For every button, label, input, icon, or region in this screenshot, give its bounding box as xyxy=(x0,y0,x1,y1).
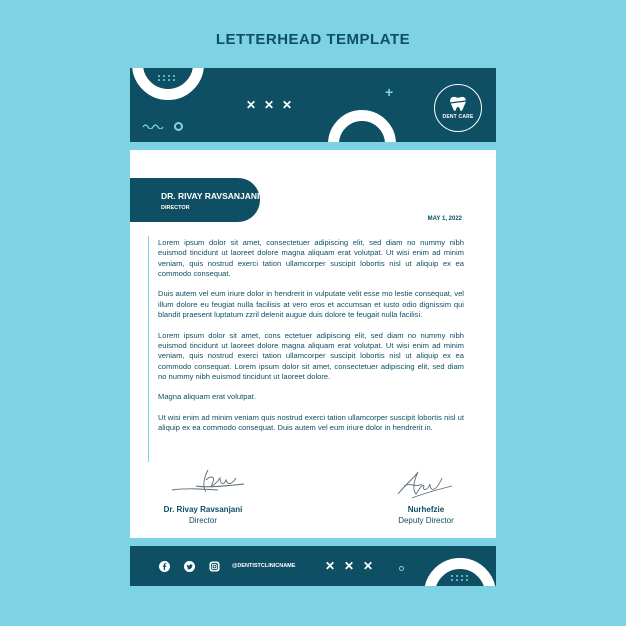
page-title: LETTERHEAD TEMPLATE xyxy=(215,31,411,48)
cross-icon: ✕ xyxy=(282,98,293,112)
sender-tab xyxy=(130,178,260,222)
letter-body xyxy=(158,238,464,444)
footer-band xyxy=(130,546,496,586)
instagram-icon[interactable] xyxy=(209,561,220,572)
cross-icon: ✕ xyxy=(246,98,257,112)
header-band xyxy=(130,68,496,142)
sender-role: DIRECTOR xyxy=(161,205,190,211)
signatory-left xyxy=(150,505,256,525)
wave-icon xyxy=(142,123,164,129)
signatory-role: Deputy Director xyxy=(398,516,454,525)
footer-accent-strip xyxy=(130,538,496,546)
body-accent-line xyxy=(148,236,149,462)
plus-icon: + xyxy=(385,84,394,100)
signatory-right xyxy=(376,505,476,525)
decorative-ring-top-left xyxy=(132,68,204,100)
social-handle[interactable]: @DENTISTCLINICNAME xyxy=(232,563,296,569)
signatory-name: Nurhefzie xyxy=(407,505,445,514)
signatory-name: Dr. Rivay Ravsanjani xyxy=(163,505,243,514)
body-paragraph: Lorem ipsum dolor sit amet, cons ectetuer adipiscing elit, sed diam no nummy nibh euismod tincidunt ut laoreet dolore magna aliquam erat volutpat. Ut wisi enim ad minim veniam, quis nostrud exerci tation ullamcorper suscipit lobortis nisl ut aliquip ex ea commodo consequat. Lorem ipsum dolor sit amet, consectetuer adipiscing elit, sed diam no nummy nibh euismod tincidunt ut laoreet dolore. xyxy=(158,330,464,381)
body-paragraph: Magna aliquam erat volutpat. xyxy=(158,392,256,402)
small-ring-icon xyxy=(174,122,183,131)
body-paragraph: Duis autem vel eum iriure dolor in hendrerit in vulputate velit esse mo lestie consequat, vel illum dolore eu feugiat nulla facilisis at vero eros et accumsan et iusto odio dignissim qui blandit praesent luptatum zzril delenit augue duis dolore te feugait nulla facilisi. xyxy=(158,289,464,320)
body-paragraph: Ut wisi enim ad minim veniam quis nostrud exerci tation ullamcorper suscipit lobortis nisl ut aliquip ex ea commodo consequat. Duis autem vel eum iriure dolor in hendrerit in. xyxy=(158,413,464,433)
cross-icon: ✕ xyxy=(363,559,374,573)
letterhead-sheet xyxy=(130,68,496,586)
body-paragraph: Lorem ipsum dolor sit amet, consectetuer adipiscing elit, sed diam no nummy nibh euismod tincidunt ut laoreet dolore magna aliquam erat volutpat. Ut wisi enim ad minim veniam, quis nostrud exerci tation ullamcorper suscipit lobortis nisl ut aliquip ex ea commodo consequat. xyxy=(158,238,464,278)
logo-label: DENT CARE xyxy=(442,114,474,120)
twitter-icon[interactable] xyxy=(184,561,195,572)
decorative-ring-bottom xyxy=(328,110,396,142)
small-ring-icon xyxy=(399,566,404,571)
cross-icon: ✕ xyxy=(264,98,275,112)
facebook-icon[interactable] xyxy=(159,561,170,572)
cross-icon: ✕ xyxy=(325,559,336,573)
clinic-logo xyxy=(434,84,482,132)
signature-right xyxy=(392,464,458,502)
letter-date: MAY 1, 2022 xyxy=(427,216,462,222)
tooth-icon xyxy=(448,96,468,112)
cross-icon: ✕ xyxy=(344,559,355,573)
dots-icon xyxy=(157,74,177,82)
signatory-role: Director xyxy=(188,516,217,525)
dots-icon xyxy=(450,574,470,582)
signature-left xyxy=(166,464,246,498)
sender-name: DR. RIVAY RAVSANJANI xyxy=(161,191,260,201)
header-accent-strip xyxy=(130,142,496,150)
